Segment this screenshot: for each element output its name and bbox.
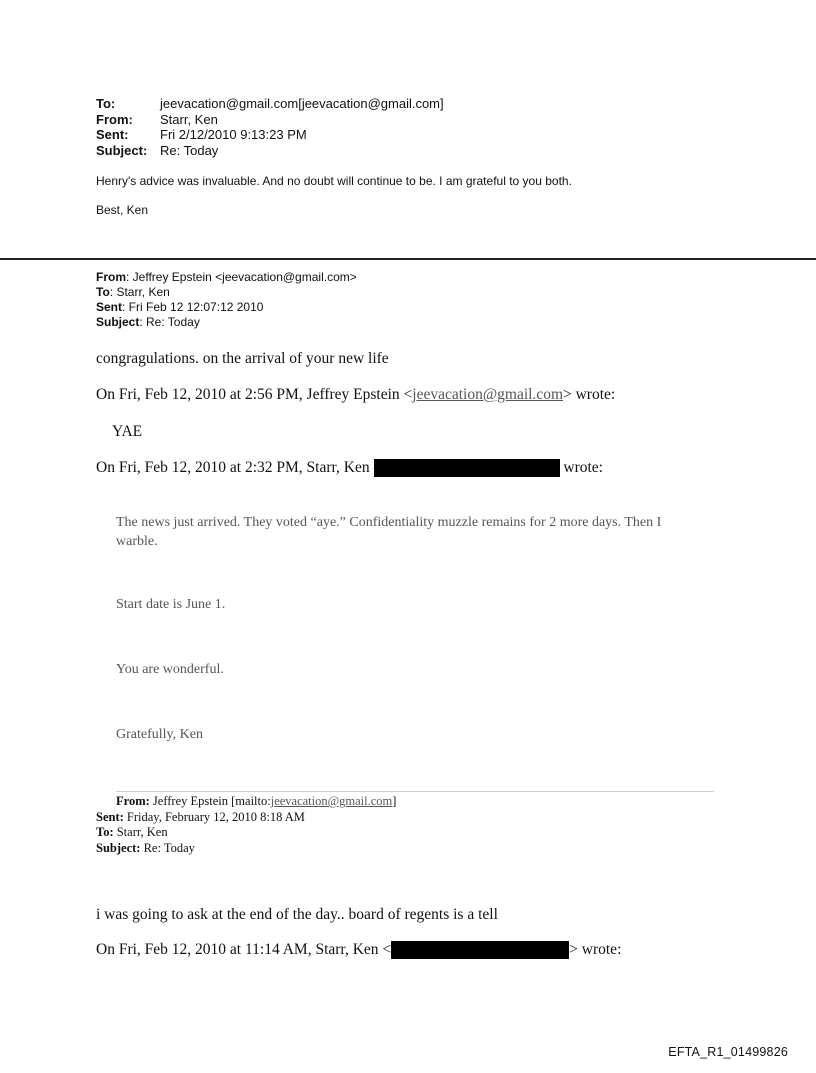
- quoted-paragraph-3: You are wonderful.: [116, 662, 224, 677]
- redaction-block: [374, 459, 560, 477]
- header3-subject-row: [96, 841, 396, 857]
- quote-intro-text: On Fri, Feb 12, 2010 at 2:32 PM, Starr, Ken: [96, 459, 370, 476]
- quote-intro-text: On Fri, Feb 12, 2010 at 2:56 PM, Jeffrey Epstein <: [96, 386, 413, 403]
- message-1-signoff: Best, Ken: [96, 203, 149, 217]
- header2-subject-row: [96, 315, 357, 330]
- header-subject-row: [96, 143, 444, 159]
- quote-intro-suffix: wrote:: [563, 459, 603, 476]
- to-label: To:: [96, 96, 116, 111]
- quote-intro-3: [96, 941, 621, 959]
- header-sent-row: [96, 127, 444, 143]
- quote-intro-suffix: > wrote:: [569, 941, 622, 958]
- email-header-2: [96, 270, 357, 330]
- subject-value: Re: Today: [140, 840, 195, 855]
- from-close: ]: [392, 794, 397, 808]
- sent-value: : Fri Feb 12 12:07:12 2010: [122, 300, 264, 314]
- header-to-row: [96, 96, 444, 112]
- quote-divider: [116, 791, 714, 792]
- header3-from-row: [96, 794, 396, 810]
- header3-sent-row: [96, 810, 396, 826]
- quote-intro-2: [96, 459, 603, 477]
- subject-label: Subject: [96, 315, 140, 329]
- email-link[interactable]: jeevacation@gmail.com: [412, 386, 563, 403]
- to-label: To: [96, 285, 110, 299]
- subject-label: Subject:: [96, 840, 141, 855]
- to-value: Starr, Ken: [113, 825, 168, 839]
- subject-value: : Re: Today: [139, 315, 200, 329]
- quoted-paragraph-4: Gratefully, Ken: [116, 727, 203, 742]
- redaction-block: [391, 941, 569, 959]
- email-header-1: [96, 96, 444, 158]
- quoted-paragraph-2: Start date is June 1.: [116, 597, 226, 612]
- header-from-row: [96, 112, 444, 128]
- header3-to-row: [96, 825, 396, 841]
- to-label: To:: [96, 825, 114, 839]
- from-value: Jeffrey Epstein [mailto:: [149, 794, 271, 808]
- from-value: : Jeffrey Epstein <jeevacation@gmail.com>: [126, 270, 357, 284]
- quote-intro-1: [96, 386, 615, 404]
- message-3-line: i was going to ask at the end of the day.. board of regents is a tell: [96, 906, 498, 923]
- from-label: From: [96, 270, 126, 284]
- subject-label: Subject:: [96, 142, 148, 158]
- quote-intro-text: On Fri, Feb 12, 2010 at 11:14 AM, Starr, Ken <: [96, 941, 392, 958]
- quoted-paragraph-1: The news just arrived. They voted “aye.” Confidentiality muzzle remains for 2 more days. Then I warble.: [116, 515, 662, 549]
- sent-value: Fri 2/12/2010 9:13:23 PM: [160, 127, 307, 142]
- sent-label: Sent:: [96, 127, 129, 142]
- document-id: EFTA_R1_01499826: [668, 1045, 788, 1059]
- message-1-line: Henry's advice was invaluable. And no doubt will continue to be. I am grateful to you both.: [96, 174, 572, 188]
- email-link[interactable]: jeevacation@gmail.com: [270, 794, 393, 808]
- header2-from-row: [96, 270, 357, 285]
- sent-value: Friday, February 12, 2010 8:18 AM: [123, 809, 305, 824]
- quote-intro-suffix: > wrote:: [563, 386, 616, 403]
- header2-to-row: [96, 285, 357, 300]
- message-2-line: congragulations. on the arrival of your new life: [96, 350, 389, 367]
- header2-sent-row: [96, 300, 357, 315]
- email-header-3: [96, 794, 396, 856]
- from-label: From:: [116, 794, 150, 808]
- sent-label: Sent: [96, 300, 123, 314]
- section-divider: [0, 258, 816, 260]
- to-value: : Starr, Ken: [109, 285, 170, 299]
- to-value: jeevacation@gmail.com[jeevacation@gmail.com]: [160, 96, 444, 111]
- from-label: From:: [96, 111, 133, 127]
- sent-label: Sent:: [96, 809, 124, 824]
- subject-value: Re: Today: [160, 142, 219, 158]
- yae-text: YAE: [112, 423, 143, 440]
- from-value: Starr, Ken: [160, 111, 218, 127]
